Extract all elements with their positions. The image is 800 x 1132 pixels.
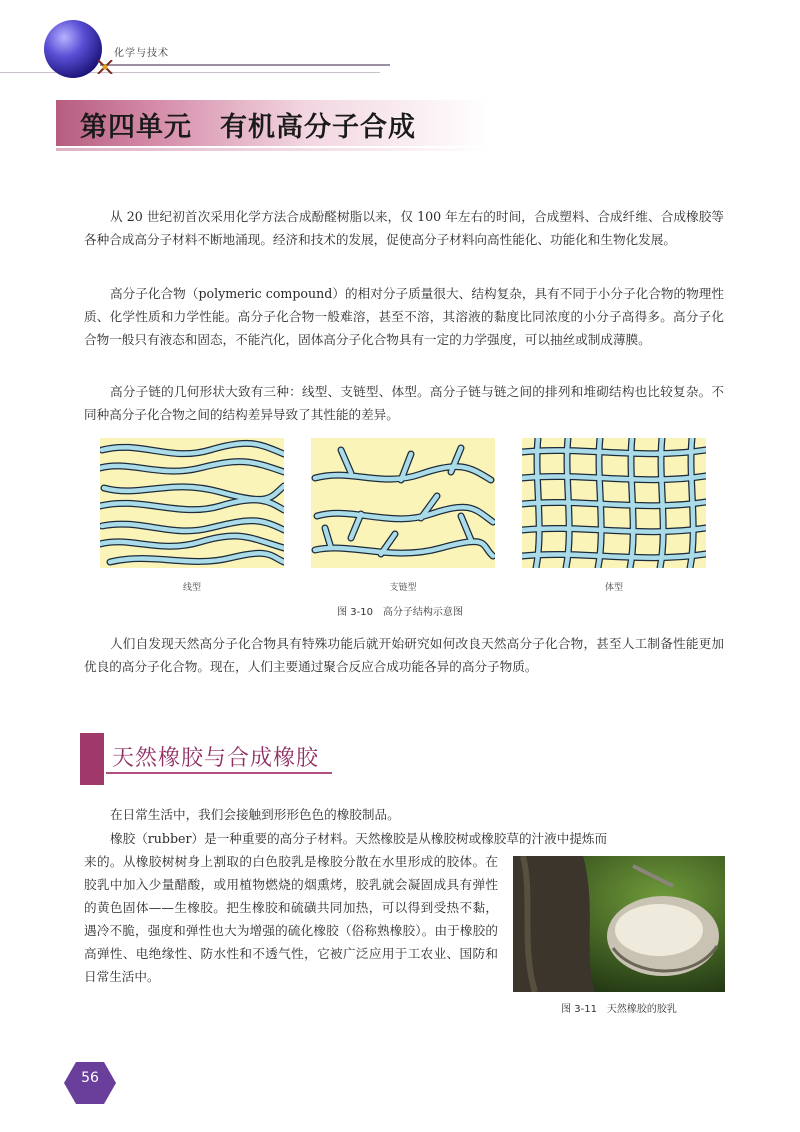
header-book-title: 化学与技术 [114,48,169,59]
figure-label-network: 体型 [604,583,623,593]
branched-structure-diagram [311,438,495,568]
network-structure-diagram [522,438,706,568]
header-rule [100,64,390,66]
section-title: 天然橡胶与合成橡胶 [112,746,320,771]
intro-paragraph-1: 从 20 世纪初首次采用化学方法合成酚醛树脂以来，仅 100 年左右的时间，合成塑料、合成纤维、合成橡胶等各种合成高分子材料不断地涌现。经济和技术的发展，促使高分子材料向高性能化、功能化和生物化发展。 [84,209,724,247]
intro-paragraph-3: 高分子链的几何形状大致有三种：线型、支链型、体型。高分子链与链之间的排列和堆砌结构也比较复杂。不同种高分子化合物之间的结构差异导致了其性能的差异。 [84,384,724,422]
network-chains [522,438,706,568]
section-paragraph-2-first-line: 橡胶（rubber）是一种重要的高分子材料。天然橡胶是从橡胶树或橡胶草的汁液中提炼而 [110,831,608,846]
figure-label-linear: 线型 [182,583,201,593]
after-figure-paragraph: 人们自发现天然高分子化合物具有特殊功能后就开始研究如何改良天然高分子化合物，甚至人工制备性能更加优良的高分子化合物。现在，人们主要通过聚合反应合成功能各异的高分子物质。 [84,636,724,674]
header-globe-icon [44,20,102,78]
section-paragraph-2-body: 来的。从橡胶树树身上割取的白色胶乳是橡胶分散在水里形成的胶体。在胶乳中加入少量醋酸，或用植物燃烧的烟熏烤，胶乳就会凝固成具有弹性的黄色固体——生橡胶。把生橡胶和硫磺共同加热，可以得到受热不黏，遇冷不脆，强度和弹性也大为增强的硫化橡胶（俗称熟橡胶）。由于橡胶的高弹性、电绝缘性、防水性和不透气性，它被广泛应用于工农业、国防和日常生活中。 [84,854,498,984]
section-paragraph-1: 在日常生活中，我们会接触到形形色色的橡胶制品。 [110,807,400,822]
figure-3-11-caption: 图 3-11 天然橡胶的胶乳 [561,1004,677,1015]
unit-banner-underline [56,148,488,151]
latex-bowl-image [513,856,725,992]
figure-3-10-caption: 图 3-10 高分子结构示意图 [337,607,463,618]
branched-chains [311,438,495,568]
section-title-underline [106,772,332,774]
section-accent-bar [80,733,104,785]
intro-paragraph-2: 高分子化合物（polymeric compound）的相对分子质量很大、结构复杂，具有不同于小分子化合物的物理性质、化学性质和力学性能。高分子化合物一般难溶，甚至不溶，其溶液的黏度比同浓度的小分子高得多。高分子化合物一般只有液态和固态，不能汽化，固体高分子化合物具有一定的力学强度，可以抽丝或制成薄膜。 [84,286,724,347]
linear-structure-diagram [100,438,284,568]
unit-title: 第四单元 有机高分子合成 [80,112,416,143]
page-number: 56 [81,1070,99,1086]
latex-photo [513,856,725,992]
globe-stand-icon [96,60,114,74]
figure-label-branched: 支链型 [389,583,417,593]
linear-chains [100,438,284,568]
